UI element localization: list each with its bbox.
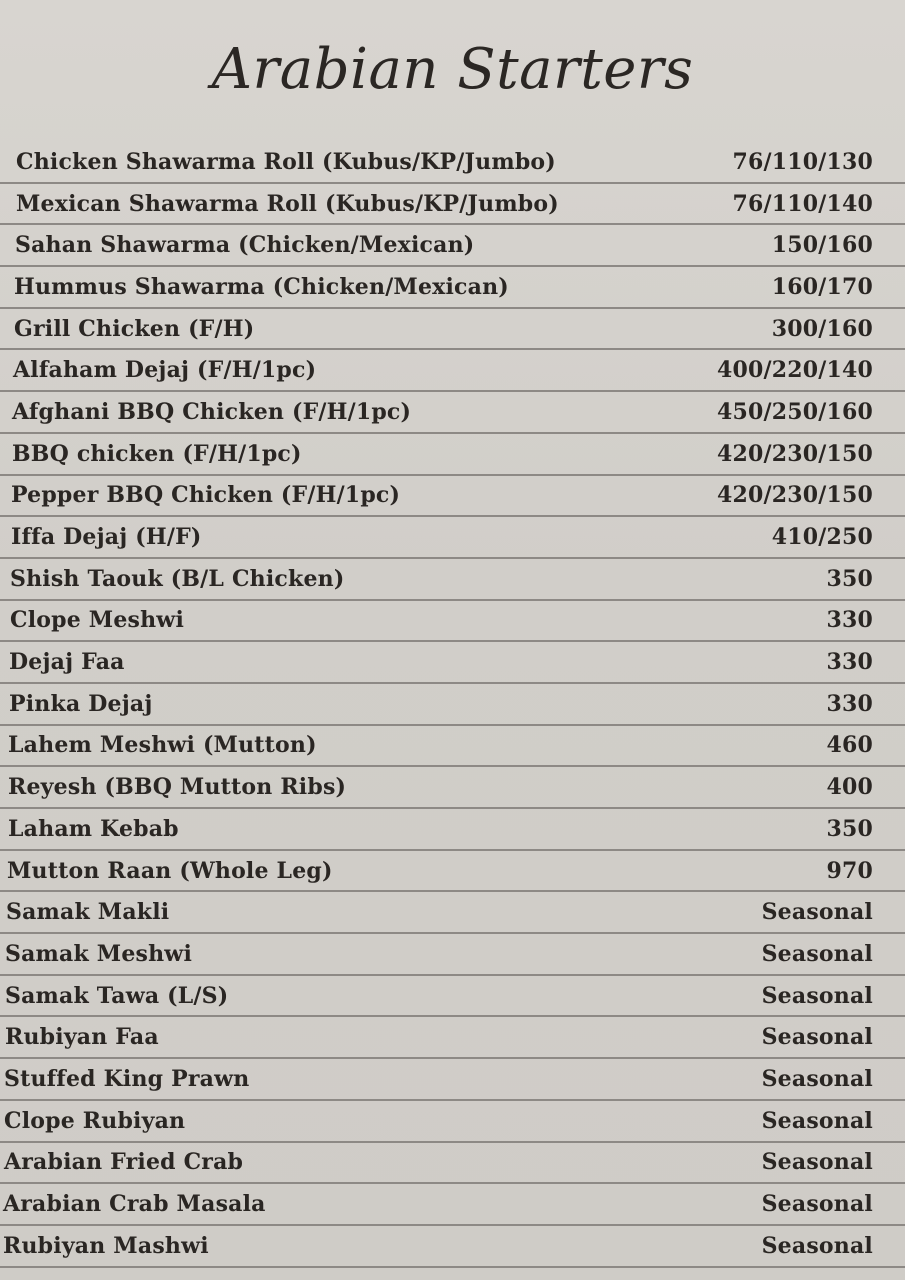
menu-item	[0, 684, 905, 726]
menu-item-name: Samak Meshwi	[5, 940, 193, 967]
menu-item-price: 150/160	[771, 232, 873, 259]
menu-item-name: Alfaham Dejaj (F/H/1pc)	[13, 357, 317, 384]
menu-item-price: Seasonal	[761, 899, 873, 926]
menu-item-price: 970	[826, 857, 873, 884]
menu-item	[0, 767, 905, 809]
menu-item-name: Lahem Meshwi (Mutton)	[8, 732, 317, 759]
menu-item-name: Grill Chicken (F/H)	[14, 315, 255, 342]
menu-item-price: 400	[826, 774, 873, 801]
menu-item-price: Seasonal	[761, 1107, 873, 1134]
menu-item-price: 350	[826, 815, 873, 842]
menu-item-price: 330	[826, 607, 873, 634]
menu-item	[0, 1059, 905, 1101]
menu-item-price: 450/250/160	[716, 398, 873, 425]
menu-item	[0, 1184, 905, 1226]
menu-item-name: Chicken Shawarma Roll (Kubus/KP/Jumbo)	[16, 148, 556, 175]
menu-item-name: Pinka Dejaj	[9, 690, 153, 717]
menu-item	[0, 851, 905, 893]
menu-item-name: Iffa Dejaj (H/F)	[11, 524, 202, 551]
menu-item-name: Arabian Crab Masala	[3, 1191, 266, 1218]
menu-item	[0, 726, 905, 768]
menu-item-price: 460	[826, 732, 873, 759]
menu-item	[0, 934, 905, 976]
menu-item-name: Stuffed King Prawn	[4, 1065, 250, 1092]
menu-item	[0, 267, 905, 309]
menu-item	[0, 892, 905, 934]
menu-item-name: BBQ chicken (F/H/1pc)	[12, 440, 302, 467]
menu-item	[0, 809, 905, 851]
menu-item-name: Rubiyan Faa	[5, 1024, 159, 1051]
menu-item-name: Pepper BBQ Chicken (F/H/1pc)	[11, 482, 401, 509]
menu-item	[0, 642, 905, 684]
menu-item-price: 300/160	[771, 315, 873, 342]
menu-item	[0, 142, 905, 184]
menu-item-name: Afghani BBQ Chicken (F/H/1pc)	[12, 398, 412, 425]
menu-item-price: 330	[826, 690, 873, 717]
menu-item-name: Laham Kebab	[8, 815, 179, 842]
menu-item-price: 420/230/150	[716, 482, 873, 509]
menu-item-price: 330	[826, 649, 873, 676]
menu-item	[0, 476, 905, 518]
menu-item-name: Rubiyan Mashwi	[3, 1232, 209, 1259]
menu-item	[0, 559, 905, 601]
menu-item-name: Mexican Shawarma Roll (Kubus/KP/Jumbo)	[16, 190, 559, 217]
menu-item-name: Mutton Raan (Whole Leg)	[7, 857, 333, 884]
menu-item	[0, 1143, 905, 1185]
menu-item-price: 350	[826, 565, 873, 592]
menu-item-name: Reyesh (BBQ Mutton Ribs)	[8, 774, 347, 801]
menu-item-name: Hummus Shawarma (Chicken/Mexican)	[14, 273, 509, 300]
menu-item-price: Seasonal	[761, 1024, 873, 1051]
menu-item-name: Dejaj Faa	[9, 649, 125, 676]
menu-item-price: 410/250	[771, 524, 873, 551]
menu-item-price: 420/230/150	[716, 440, 873, 467]
menu-item	[0, 350, 905, 392]
menu-item-name: Shish Taouk (B/L Chicken)	[10, 565, 345, 592]
menu-item	[0, 1101, 905, 1143]
menu-item-name: Samak Tawa (L/S)	[5, 982, 229, 1009]
menu-item-name: Clope Meshwi	[10, 607, 185, 634]
menu-item-price: 76/110/140	[732, 190, 873, 217]
menu-item-price: Seasonal	[761, 1232, 873, 1259]
menu-item	[0, 601, 905, 643]
menu-item-price: Seasonal	[761, 1191, 873, 1218]
menu-item	[0, 976, 905, 1018]
menu-list	[0, 142, 905, 1268]
menu-item	[0, 309, 905, 351]
menu-item	[0, 1017, 905, 1059]
menu-item-name: Clope Rubiyan	[4, 1107, 186, 1134]
menu-item	[0, 184, 905, 226]
menu-item-price: 400/220/140	[716, 357, 873, 384]
menu-item-price: 76/110/130	[732, 148, 873, 175]
menu-item-price: Seasonal	[761, 982, 873, 1009]
menu-item	[0, 1226, 905, 1268]
menu-item-price: Seasonal	[761, 1149, 873, 1176]
menu-item	[0, 434, 905, 476]
menu-item-price: Seasonal	[761, 940, 873, 967]
page-title: Arabian Starters	[211, 37, 694, 102]
menu-item-name: Arabian Fried Crab	[4, 1149, 244, 1176]
menu-item	[0, 225, 905, 267]
menu-item	[0, 517, 905, 559]
menu-item	[0, 392, 905, 434]
menu-item-name: Samak Makli	[6, 899, 170, 926]
menu-item-price: Seasonal	[761, 1065, 873, 1092]
menu-item-price: 160/170	[771, 273, 873, 300]
menu-item-name: Sahan Shawarma (Chicken/Mexican)	[15, 232, 475, 259]
